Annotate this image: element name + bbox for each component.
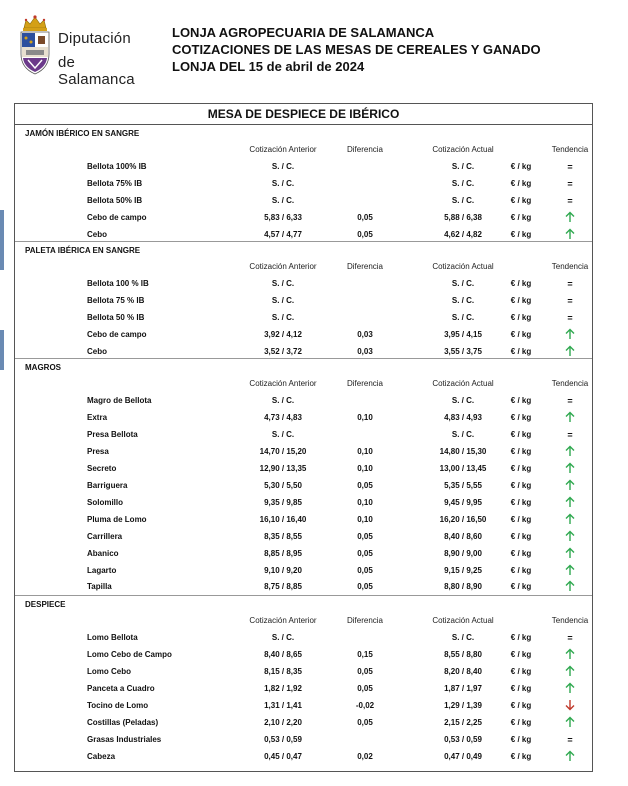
row-cotizacion-anterior: 8,75 / 8,85 (264, 582, 302, 592)
row-diferencia: 0,03 (357, 329, 373, 339)
row-cotizacion-actual: 8,80 / 8,90 (444, 582, 482, 592)
row-product-name: Secreto (87, 463, 117, 473)
row-cotizacion-actual: S. / C. (451, 312, 475, 322)
row-unit: € / kg (510, 700, 532, 710)
row-unit: € / kg (510, 446, 532, 456)
edge-mark (0, 330, 4, 370)
row-cotizacion-actual: 13,00 / 13,45 (439, 463, 487, 473)
row-unit: € / kg (510, 717, 532, 727)
row-unit: € / kg (510, 279, 532, 288)
down-arrow-icon (564, 699, 576, 711)
row-unit: € / kg (510, 396, 532, 405)
row-cotizacion-actual: 4,83 / 4,93 (444, 412, 482, 422)
trend-equal: = (567, 396, 573, 406)
header-line-2: COTIZACIONES DE LAS MESAS DE CEREALES Y GANADO (172, 42, 541, 57)
row-cotizacion-anterior: S. / C. (271, 295, 295, 305)
row-cotizacion-actual: S. / C. (451, 633, 475, 642)
row-unit: € / kg (510, 162, 532, 171)
section-title: JAMÓN IBÉRICO EN SANGRE (25, 129, 140, 138)
column-header-diferencia: Diferencia (346, 145, 383, 154)
column-header-anterior: Cotización Anterior (249, 616, 317, 625)
row-product-name: Presa Bellota (87, 429, 138, 439)
row-diferencia: 0,05 (357, 212, 373, 222)
trend-equal: = (567, 734, 573, 745)
trend-equal: = (567, 295, 573, 306)
row-cotizacion-actual: 1,87 / 1,97 (444, 683, 482, 693)
row-product-name: Barriguera (87, 480, 128, 490)
row-cotizacion-actual: 4,62 / 4,82 (444, 229, 482, 239)
logo-text-salamanca: de Salamanca (58, 54, 135, 88)
row-diferencia: -0,02 (355, 700, 375, 710)
row-unit: € / kg (510, 329, 532, 339)
row-unit: € / kg (510, 633, 532, 642)
row-diferencia: 0,10 (357, 497, 373, 507)
row-cotizacion-anterior: S. / C. (271, 633, 295, 642)
section-divider (15, 358, 592, 359)
row-unit: € / kg (510, 531, 532, 541)
row-product-name: Cebo (87, 229, 107, 239)
row-unit: € / kg (510, 666, 532, 676)
row-unit: € / kg (510, 649, 532, 659)
row-cotizacion-anterior: 3,52 / 3,72 (264, 346, 302, 356)
trend-equal: = (567, 195, 573, 206)
row-cotizacion-actual: 9,45 / 9,95 (444, 497, 482, 507)
row-diferencia: 0,05 (357, 717, 373, 727)
row-cotizacion-actual: 5,35 / 5,55 (444, 480, 482, 490)
row-cotizacion-actual: 14,80 / 15,30 (439, 446, 487, 456)
up-arrow-icon (564, 479, 576, 491)
row-product-name: Tocino de Lomo (87, 700, 149, 710)
trend-equal: = (567, 178, 573, 189)
row-unit: € / kg (510, 295, 532, 305)
row-diferencia: 0,10 (357, 514, 373, 524)
row-cotizacion-anterior: 14,70 / 15,20 (259, 446, 307, 456)
row-cotizacion-actual: 9,15 / 9,25 (444, 565, 482, 575)
row-diferencia: 0,05 (357, 480, 373, 490)
row-product-name: Bellota 75 % IB (87, 295, 145, 305)
row-cotizacion-actual: S. / C. (451, 178, 475, 188)
row-product-name: Solomillo (87, 497, 123, 507)
row-unit: € / kg (510, 734, 532, 744)
column-header-tendencia: Tendencia (551, 616, 589, 625)
trend-equal: = (567, 312, 573, 323)
row-unit: € / kg (510, 463, 532, 473)
row-cotizacion-actual: 0,53 / 0,59 (444, 734, 482, 744)
section-title: DESPIECE (25, 600, 66, 609)
row-diferencia: 0,15 (357, 649, 373, 659)
row-cotizacion-anterior: 2,10 / 2,20 (264, 717, 302, 727)
row-product-name: Cebo de campo (87, 329, 147, 339)
up-arrow-icon (564, 228, 576, 240)
column-header-actual: Cotización Actual (432, 145, 494, 154)
row-product-name: Costillas (Peladas) (87, 717, 159, 727)
row-product-name: Presa (87, 446, 109, 456)
header-line-1: LONJA AGROPECUARIA DE SALAMANCA (172, 25, 435, 40)
row-product-name: Cebo (87, 346, 107, 356)
up-arrow-icon (564, 345, 576, 357)
up-arrow-icon (564, 682, 576, 694)
row-cotizacion-actual: 8,20 / 8,40 (444, 666, 482, 676)
row-product-name: Bellota 50 % IB (87, 312, 145, 322)
row-diferencia: 0,05 (357, 666, 373, 676)
row-product-name: Bellota 50% IB (87, 195, 143, 205)
row-unit: € / kg (510, 751, 532, 761)
row-cotizacion-actual: 3,55 / 3,75 (444, 346, 482, 356)
row-product-name: Tapilla (87, 582, 112, 592)
coat-of-arms-icon (16, 14, 54, 78)
row-cotizacion-actual: S. / C. (451, 195, 475, 205)
row-cotizacion-actual: 16,20 / 16,50 (439, 514, 487, 524)
up-arrow-icon (564, 211, 576, 223)
logo-text-diputacion: Diputación (58, 30, 131, 47)
row-cotizacion-actual: 8,40 / 8,60 (444, 531, 482, 541)
column-header-actual: Cotización Actual (432, 262, 494, 271)
trend-equal: = (567, 633, 573, 643)
column-header-tendencia: Tendencia (551, 262, 589, 271)
row-cotizacion-anterior: 5,30 / 5,50 (264, 480, 302, 490)
row-cotizacion-actual: 1,29 / 1,39 (444, 700, 482, 710)
row-product-name: Lagarto (87, 565, 117, 575)
up-arrow-icon (564, 445, 576, 457)
column-header-anterior: Cotización Anterior (249, 262, 317, 271)
row-product-name: Lomo Cebo de Campo (87, 649, 172, 659)
up-arrow-icon (564, 530, 576, 542)
row-diferencia: 0,03 (357, 346, 373, 356)
edge-mark (0, 210, 4, 270)
row-cotizacion-actual: 5,88 / 6,38 (444, 212, 482, 222)
row-product-name: Lomo Cebo (87, 666, 131, 676)
row-cotizacion-actual: 8,55 / 8,80 (444, 649, 482, 659)
row-cotizacion-anterior: 8,85 / 8,95 (264, 548, 302, 558)
row-product-name: Panceta a Cuadro (87, 683, 155, 693)
row-product-name: Magro de Bellota (87, 396, 152, 405)
trend-equal: = (567, 429, 573, 440)
row-product-name: Cabeza (87, 751, 116, 761)
row-unit: € / kg (510, 514, 532, 524)
row-cotizacion-anterior: 12,90 / 13,35 (259, 463, 307, 473)
row-diferencia: 0,05 (357, 229, 373, 239)
row-cotizacion-anterior: 8,35 / 8,55 (264, 531, 302, 541)
row-product-name: Abanico (87, 548, 119, 558)
column-header-diferencia: Diferencia (346, 616, 383, 625)
row-cotizacion-actual: 3,95 / 4,15 (444, 329, 482, 339)
column-header-actual: Cotización Actual (432, 379, 494, 388)
row-diferencia: 0,02 (357, 751, 373, 761)
up-arrow-icon (564, 665, 576, 677)
up-arrow-icon (564, 411, 576, 423)
row-cotizacion-anterior: 3,92 / 4,12 (264, 329, 302, 339)
row-cotizacion-anterior: S. / C. (271, 429, 295, 439)
row-unit: € / kg (510, 480, 532, 490)
up-arrow-icon (564, 547, 576, 559)
row-cotizacion-anterior: S. / C. (271, 279, 295, 288)
row-product-name: Carrillera (87, 531, 123, 541)
row-cotizacion-anterior: S. / C. (271, 162, 295, 171)
row-unit: € / kg (510, 412, 532, 422)
row-cotizacion-anterior: 9,35 / 9,85 (264, 497, 302, 507)
row-diferencia: 0,05 (357, 582, 373, 592)
row-diferencia: 0,10 (357, 463, 373, 473)
row-cotizacion-anterior: 0,53 / 0,59 (264, 734, 302, 744)
row-cotizacion-anterior: S. / C. (271, 312, 295, 322)
row-cotizacion-actual: S. / C. (451, 162, 475, 171)
trend-equal: = (567, 162, 573, 172)
row-cotizacion-anterior: 5,83 / 6,33 (264, 212, 302, 222)
row-unit: € / kg (510, 565, 532, 575)
row-product-name: Lomo Bellota (87, 633, 138, 642)
row-unit: € / kg (510, 429, 532, 439)
header-line-3: LONJA DEL 15 de abril de 2024 (172, 59, 365, 74)
row-product-name: Bellota 100 % IB (87, 279, 149, 288)
up-arrow-icon (564, 496, 576, 508)
section-title: PALETA IBÉRICA EN SANGRE (25, 246, 141, 255)
section-divider (15, 595, 592, 596)
trend-equal: = (567, 279, 573, 289)
row-product-name: Bellota 75% IB (87, 178, 143, 188)
up-arrow-icon (564, 328, 576, 340)
up-arrow-icon (564, 564, 576, 576)
row-diferencia: 0,10 (357, 446, 373, 456)
column-header-tendencia: Tendencia (551, 145, 589, 154)
row-cotizacion-anterior: 9,10 / 9,20 (264, 565, 302, 575)
table-title: MESA DE DESPIECE DE IBÉRICO (15, 104, 592, 125)
diputacion-logo (14, 14, 154, 88)
row-cotizacion-anterior: 4,57 / 4,77 (264, 229, 302, 239)
row-cotizacion-actual: 0,47 / 0,49 (444, 751, 482, 761)
row-unit: € / kg (510, 229, 532, 239)
row-cotizacion-anterior: 8,15 / 8,35 (264, 666, 302, 676)
row-cotizacion-actual: 8,90 / 9,00 (444, 548, 482, 558)
row-unit: € / kg (510, 582, 532, 592)
column-header-anterior: Cotización Anterior (249, 379, 317, 388)
row-cotizacion-anterior: 1,31 / 1,41 (264, 700, 302, 710)
row-product-name: Extra (87, 412, 108, 422)
row-unit: € / kg (510, 312, 532, 322)
row-cotizacion-anterior: 1,82 / 1,92 (264, 683, 302, 693)
row-unit: € / kg (510, 178, 532, 188)
column-header-actual: Cotización Actual (432, 616, 494, 625)
up-arrow-icon (564, 462, 576, 474)
row-cotizacion-actual: S. / C. (451, 279, 475, 288)
row-diferencia: 0,10 (357, 412, 373, 422)
row-cotizacion-anterior: S. / C. (271, 178, 295, 188)
row-diferencia: 0,05 (357, 565, 373, 575)
row-unit: € / kg (510, 212, 532, 222)
row-unit: € / kg (510, 683, 532, 693)
column-header-tendencia: Tendencia (551, 379, 589, 388)
up-arrow-icon (564, 513, 576, 525)
row-cotizacion-actual: S. / C. (451, 396, 475, 405)
row-cotizacion-anterior: 16,10 / 16,40 (259, 514, 307, 524)
up-arrow-icon (564, 580, 576, 592)
row-cotizacion-anterior: 8,40 / 8,65 (264, 649, 302, 659)
up-arrow-icon (564, 648, 576, 660)
price-table (14, 103, 593, 772)
section-title: MAGROS (25, 363, 61, 372)
row-product-name: Cebo de campo (87, 212, 147, 222)
row-cotizacion-anterior: S. / C. (271, 195, 295, 205)
section-divider (15, 241, 592, 242)
row-unit: € / kg (510, 497, 532, 507)
row-product-name: Bellota 100% IB (87, 162, 147, 171)
row-diferencia: 0,05 (357, 531, 373, 541)
row-cotizacion-anterior: 4,73 / 4,83 (264, 412, 302, 422)
column-header-diferencia: Diferencia (346, 379, 383, 388)
column-header-anterior: Cotización Anterior (249, 145, 317, 154)
row-cotizacion-actual: S. / C. (451, 295, 475, 305)
up-arrow-icon (564, 716, 576, 728)
row-diferencia: 0,05 (357, 683, 373, 693)
row-cotizacion-actual: 2,15 / 2,25 (444, 717, 482, 727)
column-header-diferencia: Diferencia (346, 262, 383, 271)
up-arrow-icon (564, 750, 576, 762)
row-cotizacion-anterior: 0,45 / 0,47 (264, 751, 302, 761)
row-diferencia: 0,05 (357, 548, 373, 558)
row-product-name: Pluma de Lomo (87, 514, 147, 524)
row-cotizacion-actual: S. / C. (451, 429, 475, 439)
row-cotizacion-anterior: S. / C. (271, 396, 295, 405)
row-unit: € / kg (510, 548, 532, 558)
row-product-name: Grasas Industriales (87, 734, 162, 744)
row-unit: € / kg (510, 346, 532, 356)
row-unit: € / kg (510, 195, 532, 205)
